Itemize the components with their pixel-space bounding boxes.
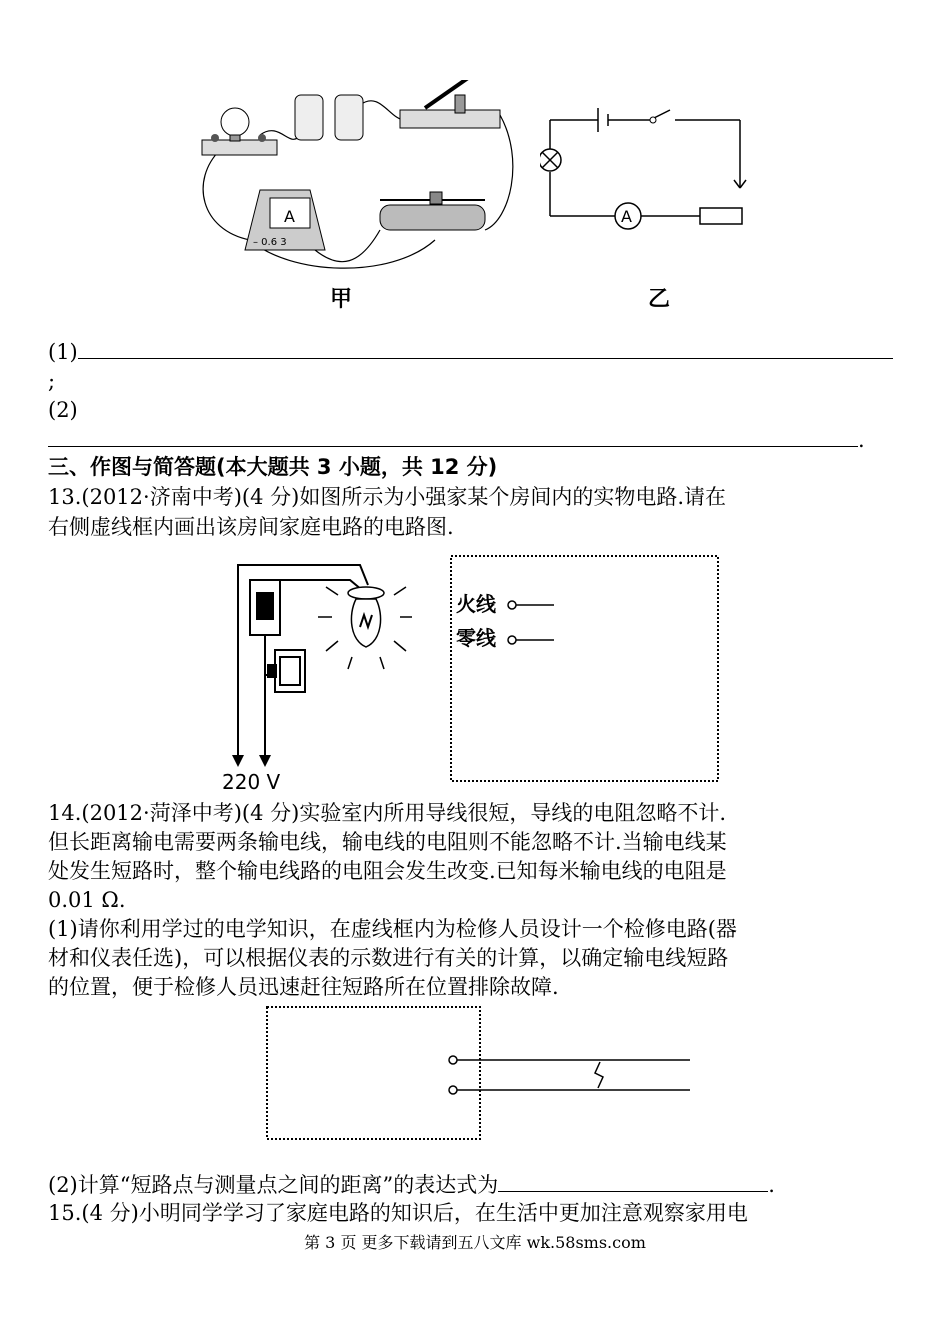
q14-part1-line2: 材和仪表任选)，可以根据仪表的示数进行有关的计算，以确定输电线短路 <box>48 946 729 970</box>
answer-1: (1) <box>48 337 893 367</box>
q14-design-figure[interactable] <box>265 1005 695 1145</box>
caption-yi: 乙 <box>648 287 671 312</box>
figure-yi <box>540 100 760 230</box>
answer-2-label: (2) <box>48 398 78 422</box>
q14-part2-blank[interactable] <box>498 1171 768 1192</box>
q14-part1-line1: (1)请你利用学过的电学知识，在虚线框内为检修人员设计一个检修电路(器 <box>48 917 737 941</box>
q14-line1: 14.(2012·菏泽中考)(4 分)实验室内所用导线很短，导线的电阻忽略不计. <box>48 801 726 825</box>
q13-line2: 右侧虚线框内画出该房间家庭电路的电路图. <box>48 515 454 539</box>
q13-answer-box[interactable] <box>450 555 720 783</box>
q13-room-circuit-figure <box>190 555 415 795</box>
q14-line4: 0.01 Ω. <box>48 888 126 912</box>
section-heading: 三、作图与简答题(本大题共 3 小题，共 12 分) <box>48 455 498 479</box>
neutral-wire-label: 零线 <box>456 626 496 650</box>
answer-2: . <box>48 425 865 455</box>
q13-line1: 13.(2012·济南中考)(4 分)如图所示为小强家某个房间内的实物电路.请在 <box>48 485 726 509</box>
answer-2-blank[interactable] <box>48 426 858 447</box>
short-circuit-mark <box>595 1062 603 1088</box>
q15-line1: 15.(4 分)小明同学学习了家庭电路的知识后，在生活中更加注意观察家用电 <box>48 1201 748 1225</box>
voltage-label: 220 V <box>222 770 281 794</box>
q14-line2: 但长距离输电需要两条输电线，输电线的电阻则不能忽略不计.当输电线某 <box>48 830 727 854</box>
q14-part2: (2)计算“短路点与测量点之间的距离”的表达式为 . <box>48 1173 775 1197</box>
ammeter-scale: – 0.6 3 <box>253 237 287 248</box>
answer-1-end: ; <box>48 369 56 393</box>
answer-1-blank[interactable] <box>78 338 893 359</box>
page-footer: 第 3 页 更多下载请到五八文库 wk.58sms.com <box>304 1233 646 1252</box>
ammeter-letter: A <box>284 207 295 226</box>
figure-jia <box>190 80 520 280</box>
live-wire-label: 火线 <box>456 592 496 616</box>
ammeter-symbol: A <box>621 207 632 226</box>
q14-part1-line3: 的位置，便于检修人员迅速赶往短路所在位置排除故障. <box>48 975 559 999</box>
q14-line3: 处发生短路时，整个输电线路的电阻会发生改变.已知每米输电线的电阻是 <box>48 859 727 883</box>
caption-jia: 甲 <box>330 287 353 312</box>
